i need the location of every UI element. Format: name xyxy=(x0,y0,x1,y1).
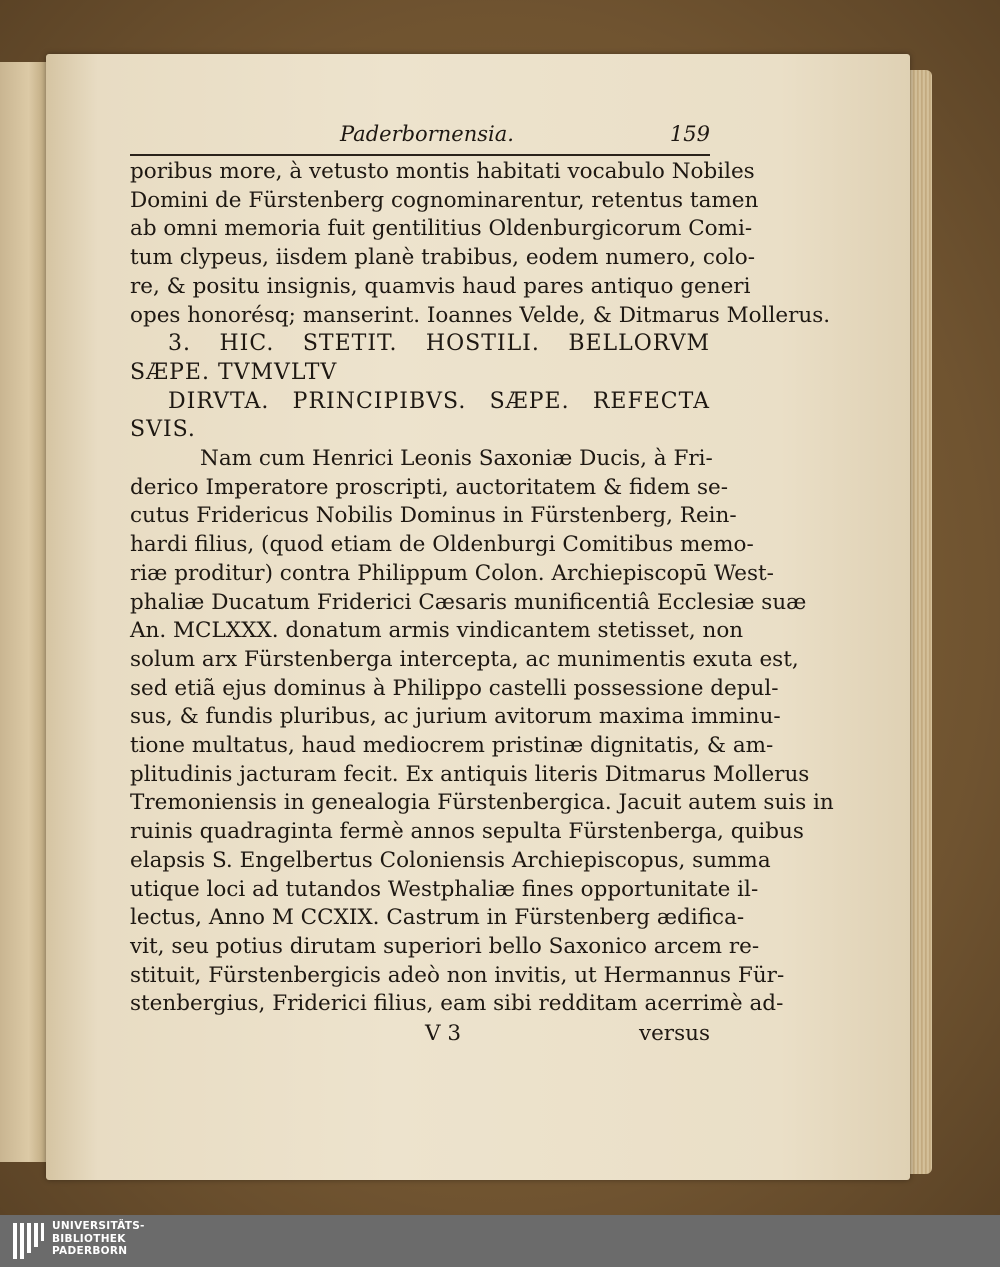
text-line: tum clypeus, iisdem planè trabibus, eodem numero, colo- xyxy=(130,245,755,271)
running-head: Paderbornensia. xyxy=(340,122,514,146)
text-line: phaliæ Ducatum Friderici Cæsaris munificentiâ Ecclesiæ suæ xyxy=(130,589,807,615)
text-line: hardi filius, (quod etiam de Oldenburgi Comitibus memo- xyxy=(130,532,754,558)
text-line: sus, & fundis pluribus, ac jurium avitorum maxima imminu- xyxy=(130,704,781,730)
text-line: Tremoniensis in genealogia Fürstenbergica. Jacuit autem suis in xyxy=(130,790,834,816)
text-line: Nam cum Henrici Leonis Saxoniæ Ducis, à Fri- xyxy=(200,446,713,472)
text-line: cutus Fridericus Nobilis Dominus in Fürstenberg, Rein- xyxy=(130,503,737,529)
header-rule xyxy=(130,154,710,156)
text-line: ab omni memoria fuit gentilitius Oldenburgicorum Comi- xyxy=(130,216,753,242)
library-name-line: BIBLIOTHEK xyxy=(52,1232,126,1245)
inscription-line: SVIS. xyxy=(130,417,196,443)
inscription-line: 3. HIC. STETIT. HOSTILI. BELLORVM xyxy=(168,331,710,357)
text-line: stenbergius, Friderici filius, eam sibi redditam acerrimè ad- xyxy=(130,991,784,1017)
text-line: utique loci ad tutandos Westphaliæ fines opportunitate il- xyxy=(130,876,759,902)
text-line: An. MCLXXX. donatum armis vindicantem stetisset, non xyxy=(130,618,744,644)
inscription-line: SÆPE. TVMVLTV xyxy=(130,359,338,385)
text-line: stituit, Fürstenbergicis adeò non invitis, ut Hermannus Für- xyxy=(130,962,785,988)
text-line: plitudinis jacturam fecit. Ex antiquis literis Ditmarus Mollerus xyxy=(130,761,810,787)
page-number: 159 xyxy=(669,122,710,146)
text-line: Domini de Fürstenberg cognominarentur, retentus tamen xyxy=(130,187,759,213)
inscription-line: DIRVTA. PRINCIPIBVS. SÆPE. REFECTA xyxy=(168,388,710,414)
text-line: elapsis S. Engelbertus Coloniensis Archiepiscopus, summa xyxy=(130,847,771,873)
page-content xyxy=(130,112,834,1047)
page-header xyxy=(130,112,710,152)
signature-mark: V 3 xyxy=(425,1021,462,1047)
university-library-logo-icon xyxy=(13,1223,45,1259)
library-footer-bar xyxy=(0,1215,1000,1267)
text-line: opes honorésq; manserint. Ioannes Velde, & Ditmarus Mollerus. xyxy=(130,302,831,328)
text-line: vit, seu potius dirutam superiori bello Saxonico arcem re- xyxy=(130,933,760,959)
catchword: versus xyxy=(638,1021,710,1047)
text-line: re, & positu insignis, quamvis haud pares antiquo generi xyxy=(130,273,751,299)
text-line: derico Imperatore proscripti, auctoritatem & fidem se- xyxy=(130,474,729,500)
text-line: lectus, Anno M CCXIX. Castrum in Fürstenberg ædifica- xyxy=(130,905,745,931)
library-name-line: UNIVERSITÄTS- xyxy=(52,1220,145,1232)
text-line: ruinis quadraginta fermè annos sepulta Fürstenberga, quibus xyxy=(130,819,804,845)
text-line: riæ proditur) contra Philippum Colon. Archiepiscopū West- xyxy=(130,560,774,586)
library-name xyxy=(52,1220,145,1258)
body-text xyxy=(130,158,834,1051)
library-name-line: PADERBORN xyxy=(52,1245,128,1257)
text-line: sed etiã ejus dominus à Philippo castelli possessione depul- xyxy=(130,675,779,701)
text-line: solum arx Fürstenberga intercepta, ac munimentis exuta est, xyxy=(130,646,799,672)
text-line: tione multatus, haud mediocrem pristinæ dignitatis, & am- xyxy=(130,733,774,759)
page-footer-line xyxy=(130,1021,710,1051)
text-line: poribus more, à vetusto montis habitati vocabulo Nobiles xyxy=(130,159,755,184)
